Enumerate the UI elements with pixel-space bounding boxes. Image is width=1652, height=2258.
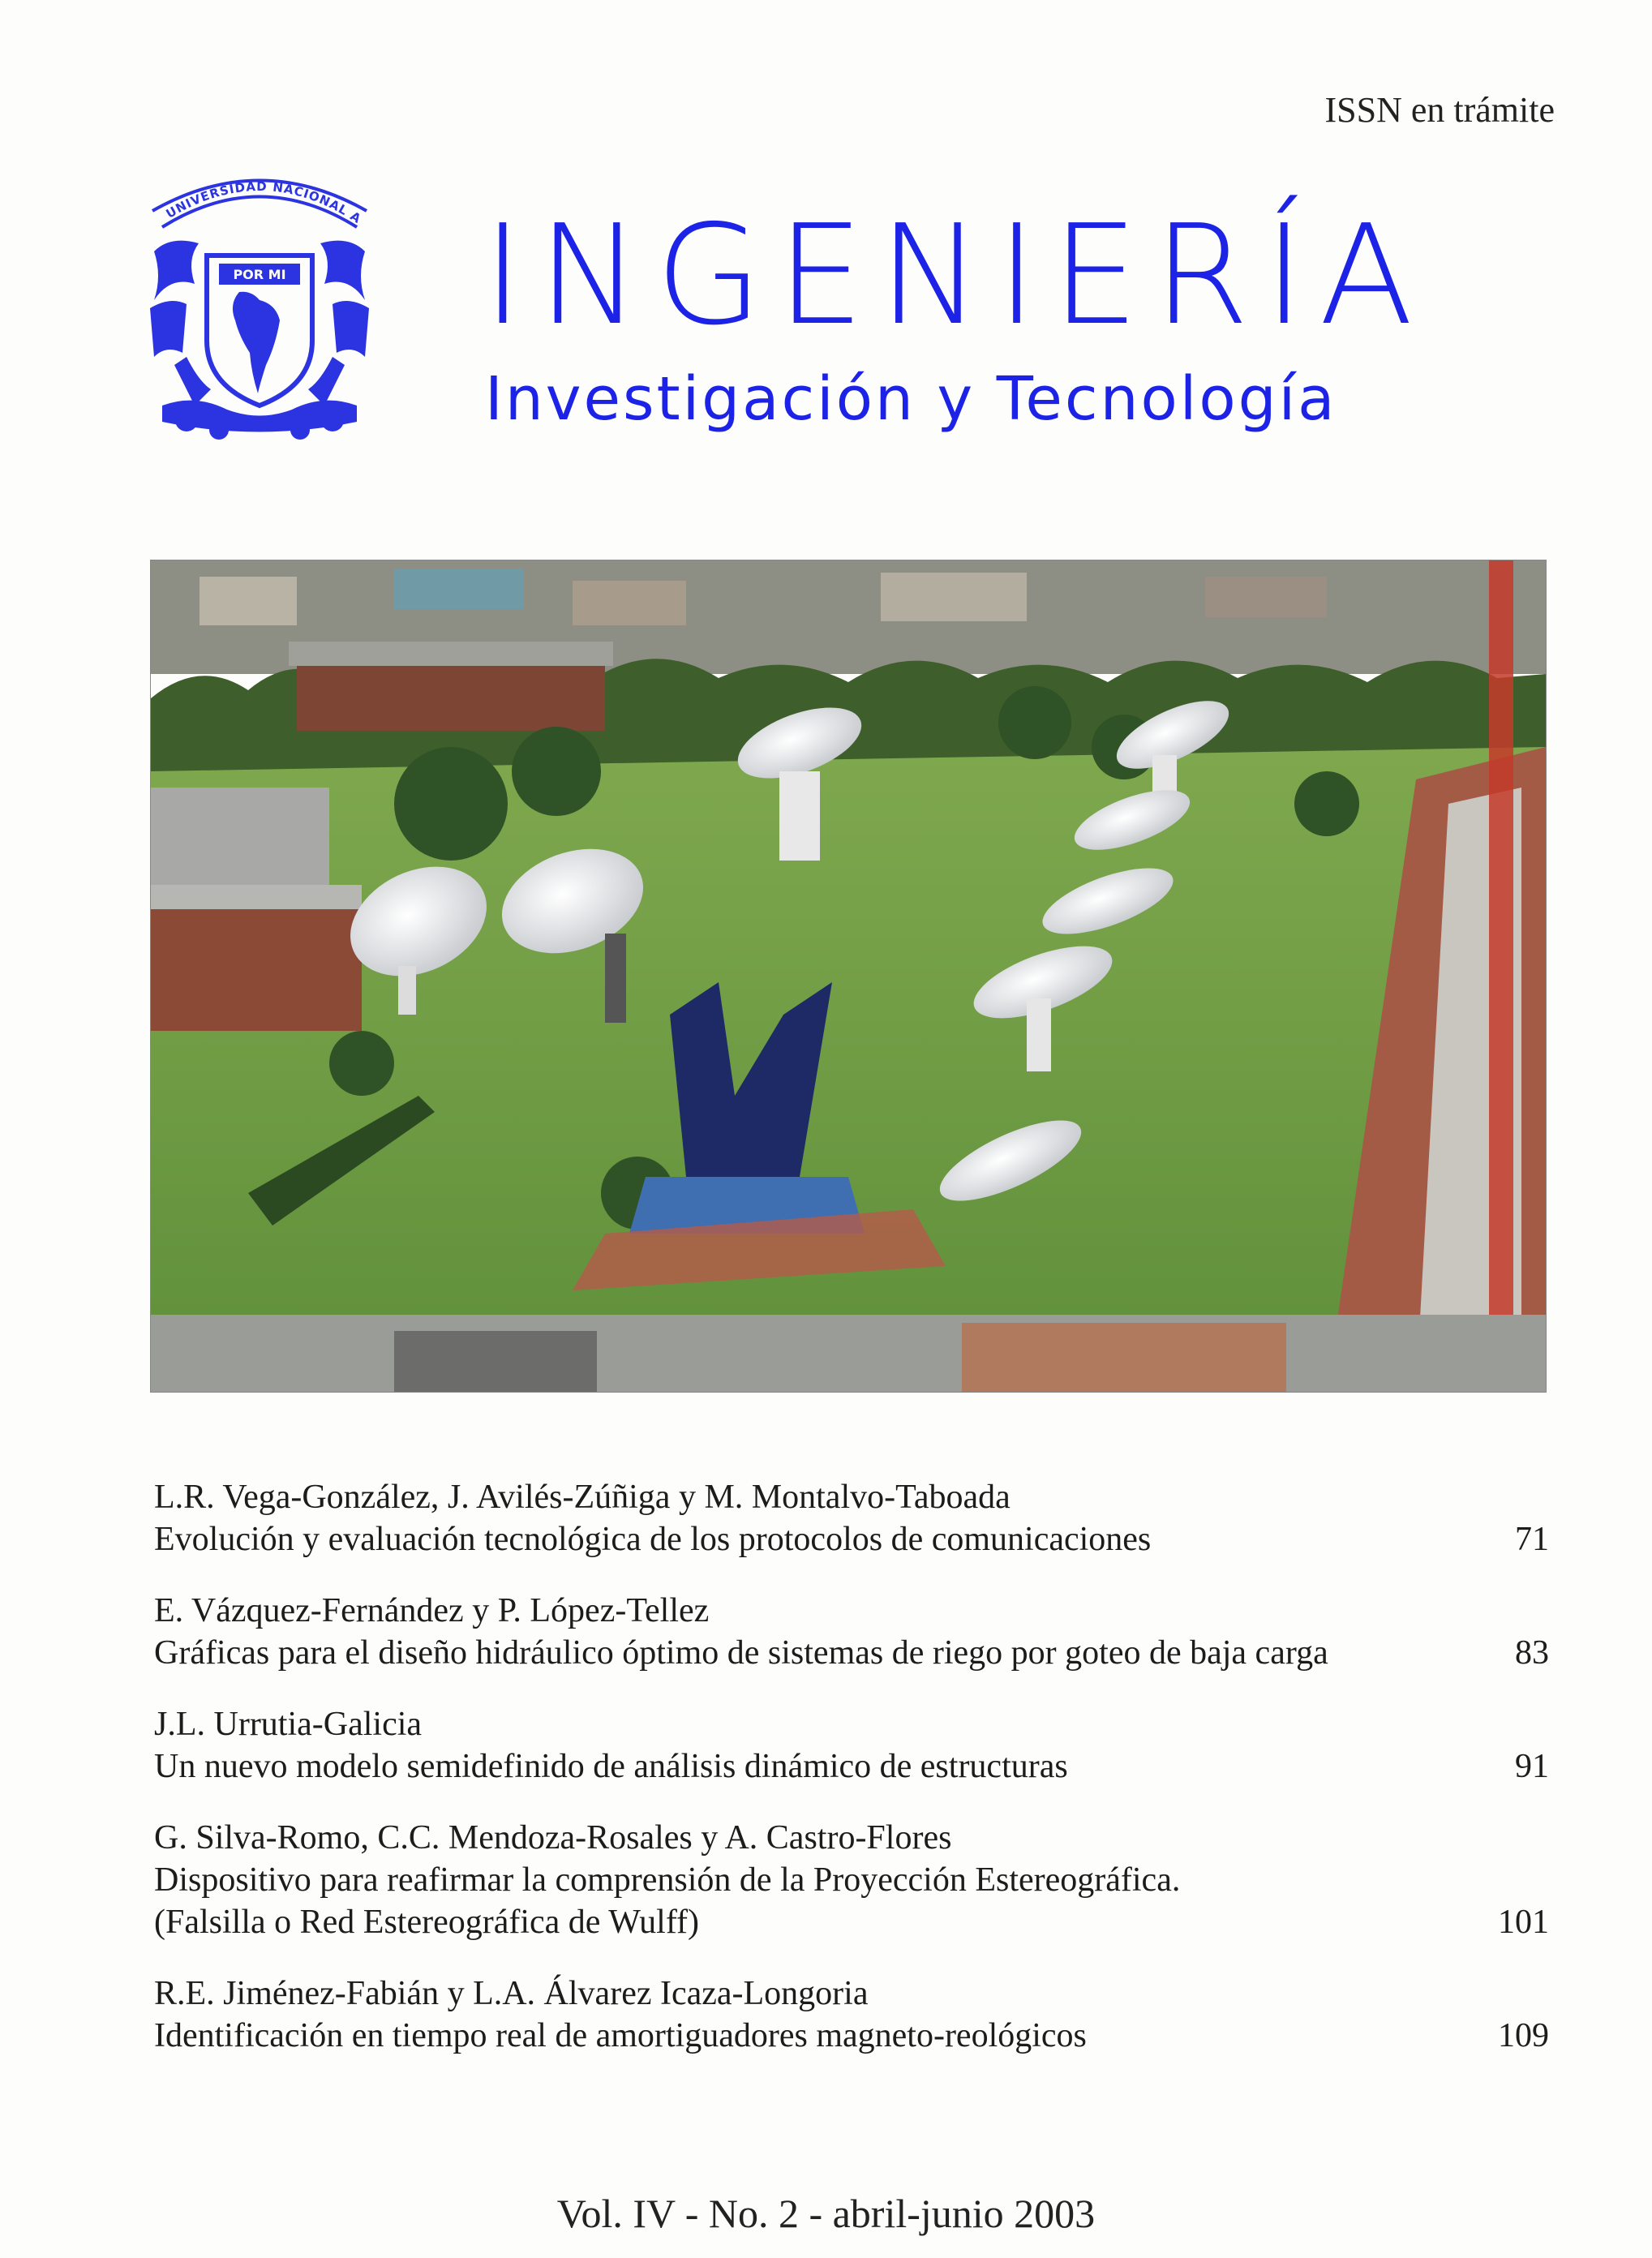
toc-authors: L.R. Vega-González, J. Avilés-Zúñiga y M. Montalvo-Taboada bbox=[154, 1479, 1011, 1516]
toc-authors: J.L. Urrutia-Galicia bbox=[154, 1706, 423, 1743]
toc-entry[interactable] bbox=[154, 1476, 1549, 1560]
toc-authors: R.E. Jiménez-Fabián y L.A. Álvarez Icaza-Longoria bbox=[154, 1975, 869, 2012]
toc-article-title: Un nuevo modelo semidefinido de análisis dinámico de estructuras bbox=[154, 1748, 1068, 1785]
toc-authors: G. Silva-Romo, C.C. Mendoza-Rosales y A. Castro-Flores bbox=[154, 1819, 952, 1857]
unam-seal-logo bbox=[138, 162, 381, 446]
toc-entry[interactable] bbox=[154, 1590, 1549, 1674]
table-of-contents bbox=[154, 1476, 1549, 2086]
toc-entry[interactable] bbox=[154, 1703, 1549, 1788]
journal-subtitle: Investigación y Tecnología bbox=[485, 364, 1337, 434]
toc-article-title: Identificación en tiempo real de amortiguadores magneto-reológicos bbox=[154, 2017, 1087, 2054]
journal-title: INGENIERÍA bbox=[483, 195, 1428, 356]
toc-page-number: 109 bbox=[1498, 2017, 1549, 2054]
toc-authors: E. Vázquez-Fernández y P. López-Tellez bbox=[154, 1592, 710, 1629]
toc-page-number: 83 bbox=[1515, 1634, 1549, 1672]
toc-article-title: Evolución y evaluación tecnológica de los protocolos de comunicaciones bbox=[154, 1521, 1152, 1558]
toc-page-number: 71 bbox=[1515, 1521, 1549, 1558]
toc-article-title: Dispositivo para reafirmar la comprensión de la Proyección Estereográfica. bbox=[154, 1861, 1181, 1899]
volume-info: Vol. IV - No. 2 - abril-junio 2003 bbox=[556, 2191, 1096, 2236]
issn-label: ISSN en trámite bbox=[1324, 90, 1555, 130]
toc-page-number: 91 bbox=[1515, 1748, 1549, 1785]
toc-article-subtitle: (Falsilla o Red Estereográfica de Wulff) bbox=[154, 1904, 700, 1941]
toc-page-number: 101 bbox=[1498, 1904, 1549, 1941]
svg-text:POR MI: POR MI bbox=[233, 267, 286, 282]
toc-entry[interactable] bbox=[154, 1973, 1549, 2057]
cover-photo bbox=[150, 560, 1547, 1393]
toc-entry[interactable] bbox=[154, 1817, 1549, 1943]
toc-article-title: Gráficas para el diseño hidráulico óptimo de sistemas de riego por goteo de baja carga bbox=[154, 1634, 1328, 1672]
svg-text:UNIVERSIDAD NACIONAL AUTONOMA: UNIVERSIDAD NACIONAL A bbox=[163, 178, 364, 226]
